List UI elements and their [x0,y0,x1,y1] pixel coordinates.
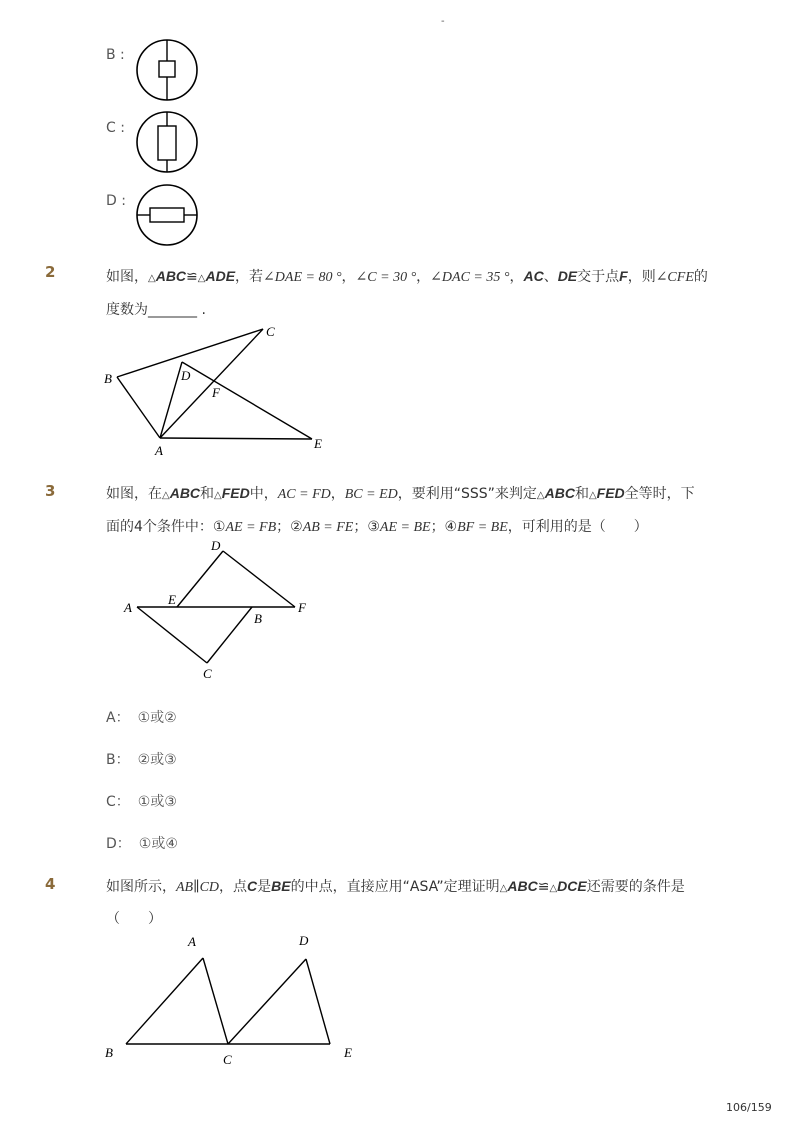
q4-label-a: A [188,934,196,949]
q3-label-c: C [203,666,212,681]
q3-label-f: F [298,600,306,615]
q3-choice-a[interactable]: A： ①或② [106,710,177,726]
q2-label-d: D [181,368,191,383]
q1-option-c-figure[interactable] [135,109,199,175]
q4-label-c: C [223,1052,232,1067]
q3-label-b: B [254,611,262,626]
q3-label-a: A [124,600,132,615]
q4-segment-ba [126,958,203,1044]
page-number: 106/159 [726,1101,772,1114]
q2-figure[interactable] [100,322,340,460]
q2-segment-ba [117,377,160,438]
q3-choice-c[interactable]: C： ①或③ [106,794,177,810]
q4-segment-de [306,959,330,1044]
top-mark: - [441,16,445,27]
q1-d-resistor [150,208,184,222]
q4-label-b: B [105,1045,113,1060]
q3-choice-d[interactable]: D： ①或④ [106,836,178,852]
q3-choice-b[interactable]: B： ②或③ [106,752,177,768]
q3-text-line2: 面的4个条件中：①AE = FB；②AB = FE；③AE = BE；④BF = BE，可利用的是（ ） [106,519,648,535]
q2-text-line2: 度数为_______ . [106,302,206,318]
q1-b-resistor [159,61,175,77]
q1-option-c-label[interactable]: C : [106,120,125,136]
q3-segment-cb [207,607,252,663]
q3-label-d: D [211,538,221,553]
q1-option-d-figure[interactable] [135,182,199,248]
q2-segment-ae [160,438,312,439]
q2-label-b: B [104,371,112,386]
q1-option-b-figure[interactable] [135,37,199,103]
q2-label-a: A [155,443,163,458]
q3-text-line1: 如图，在△ABC和△FED中，AC = FD，BC = ED，要利用“SSS”来判定△ABC和△FED全等时，下 [106,485,695,502]
q1-option-d-label[interactable]: D : [106,193,126,209]
q4-label-d: D [299,933,309,948]
q1-c-resistor [158,126,176,160]
q2-label-c: C [266,324,275,339]
q4-segment-ac [203,958,228,1044]
q1-option-b-label[interactable]: B : [106,47,125,63]
q4-segment-cd [228,959,306,1044]
q2-segment-de [182,362,312,439]
q2-label-f: F [212,385,220,400]
q3-figure[interactable] [115,535,320,685]
q3-label-e: E [168,592,176,607]
q4-number: 4 [45,875,56,893]
q3-number: 3 [45,482,56,500]
q3-segment-df [223,551,295,607]
q3-segment-ac [137,607,207,663]
q2-label-e: E [314,436,322,451]
q3-segment-ed [177,551,223,607]
q4-figure[interactable] [100,928,365,1070]
q2-text-line1: 如图，△ABC≌△ADE，若∠DAE = 80 °，∠C = 30 °，∠DAC = 35 °，AC、DE交于点F，则∠CFE的 [106,268,708,285]
q4-text-line2: （ ） [106,911,162,927]
q4-text-line1: 如图所示，AB∥CD，点C是BE的中点，直接应用“ASA”定理证明△ABC≌△DCE还需要的条件是 [106,878,685,895]
q4-label-e: E [344,1045,352,1060]
q2-number: 2 [45,263,56,281]
